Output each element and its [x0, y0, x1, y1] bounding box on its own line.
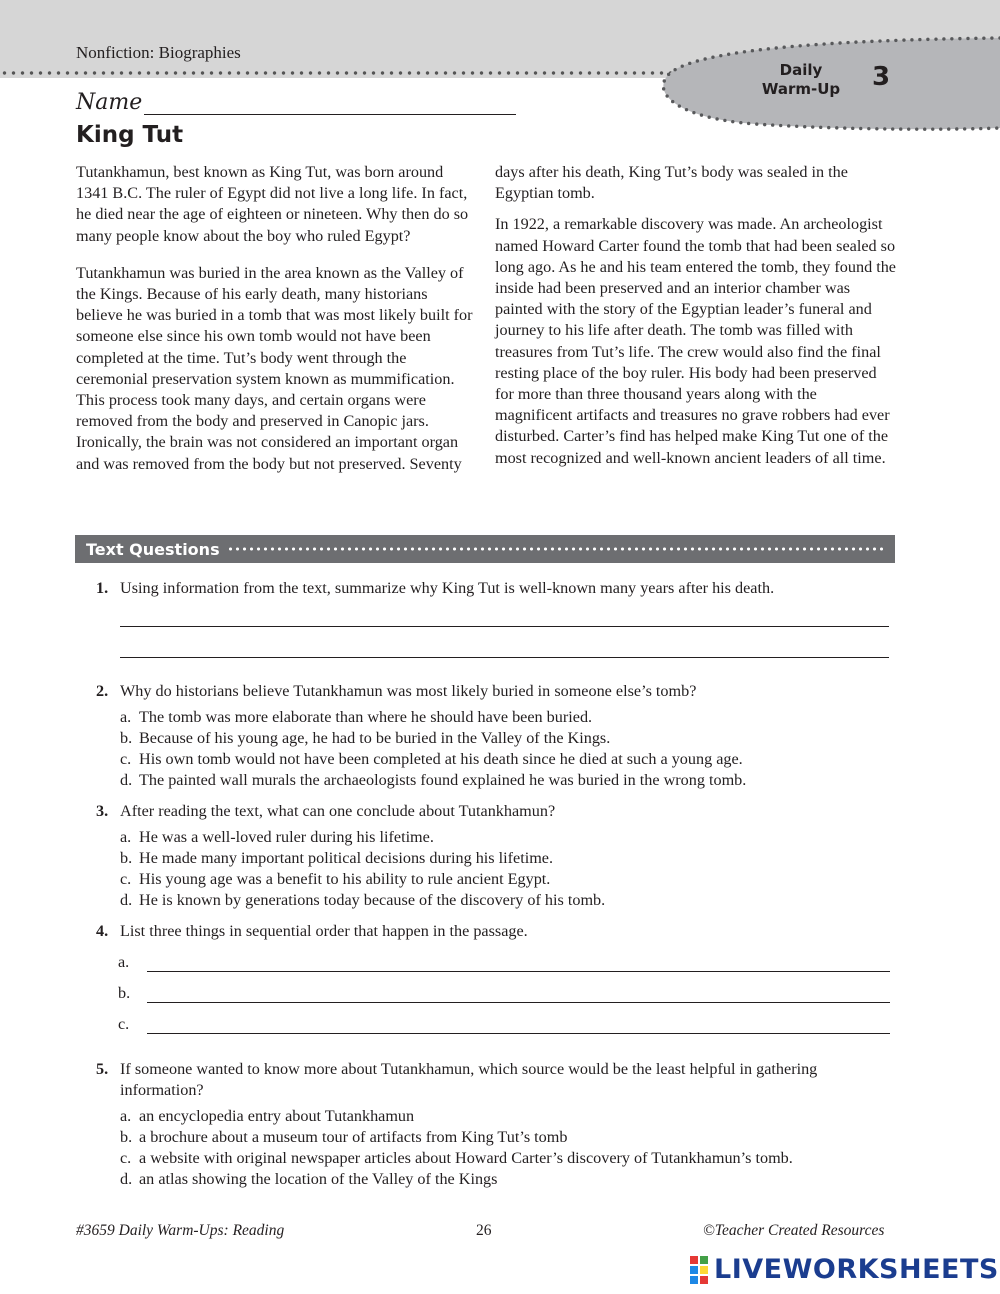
logo-block [700, 1276, 708, 1284]
question-1 [96, 578, 896, 599]
answer-option-d[interactable]: d. He is known by generations today because of the discovery of his tomb. [120, 891, 606, 909]
sequence-answer-line[interactable] [147, 1015, 890, 1034]
name-label: Name [76, 90, 143, 115]
logo-block [700, 1256, 708, 1264]
sequence-letter: a. [118, 953, 130, 971]
answer-options [120, 827, 896, 911]
question-number: 3. [96, 802, 109, 820]
answer-option-d[interactable]: d. The painted wall murals the archaeologists found explained he was buried in the wrong tomb. [120, 771, 747, 789]
liveworksheets-logo [690, 1254, 999, 1285]
question-text: If someone wanted to know more about Tutankhamun, which source would be the least helpful in gathering information? [120, 1060, 818, 1099]
sequence-blank-c [118, 1015, 890, 1034]
logo-block [690, 1256, 698, 1264]
logo-block [690, 1266, 698, 1274]
question-number: 1. [96, 579, 109, 597]
passage-paragraph: days after his death, King Tut’s body was sealed in the Egyptian tomb. [495, 163, 848, 203]
footer-book-id: #3659 Daily Warm-Ups: Reading [76, 1222, 285, 1239]
question-text: List three things in sequential order that happen in the passage. [120, 922, 528, 940]
logo-block [700, 1266, 708, 1274]
answer-option-a[interactable]: a. He was a well-loved ruler during his lifetime. [120, 828, 434, 846]
sequence-answer-line[interactable] [147, 984, 890, 1003]
question-number: 4. [96, 922, 109, 940]
question-3 [96, 801, 896, 911]
question-2 [96, 681, 896, 791]
question-4 [96, 921, 896, 942]
answer-option-d[interactable]: d. an atlas showing the location of the Valley of the Kings [120, 1170, 498, 1188]
sequence-blank-a [118, 953, 890, 972]
answer-options [120, 1106, 896, 1190]
logo-block [690, 1276, 698, 1284]
passage-right-column [495, 162, 897, 469]
answer-line-q1-2[interactable] [120, 657, 889, 658]
question-5 [96, 1059, 896, 1190]
page-title: King Tut [76, 122, 184, 148]
badge-line-daily: Daily [779, 61, 823, 79]
passage-paragraph: Tutankhamun was buried in the area known as the Valley of the Kings. Because of his early death, many historians believe he was buried in a tomb that was most likely built for someone else since his own tomb would not have been completed at the time. Tut’s body went through the ceremonial preservation system known as mummification. This process took many days, and certain organs were removed from the body and preserved in Canopic jars. Ironically, the brain was not considered an important organ and was removed from the body but not preserved. Seventy [76, 263, 473, 473]
footer-page-number: 26 [476, 1222, 492, 1239]
text-questions-bar [75, 535, 895, 563]
passage-paragraph: In 1922, a remarkable discovery was made. An archeologist named Howard Carter found the tomb that had been sealed so long ago. As he and his team entered the tomb, they found the inside had been preserved and an interior chamber was painted with the story of the Egyptian leader’s funeral and journey to his life after death. The tomb was filled with treasures from Tut’s life. The crew would also find the final resting place of the boy ruler. His body had been preserved for more than three thousand years along with the magnificent artifacts and treasures no grave robbers had ever disturbed. Carter’s find has helped make King Tut one of the most recognized and well-known ancient leaders of all time. [495, 215, 896, 467]
section-dotted-rule [227, 546, 887, 552]
question-number: 2. [96, 682, 109, 700]
warmup-number: 3 [872, 62, 891, 92]
badge-line-warmup: Warm-Up [761, 80, 841, 98]
answer-option-a[interactable]: a. The tomb was more elaborate than where he should have been buried. [120, 708, 593, 726]
warmup-badge-label [750, 61, 852, 99]
header-dotted-rule [0, 70, 680, 76]
logo-wordmark: LIVEWORKSHEETS [714, 1254, 999, 1285]
passage-left-column [76, 162, 478, 475]
section-title: Text Questions [86, 539, 220, 559]
footer-publisher: ©Teacher Created Resources [703, 1222, 885, 1239]
answer-option-b[interactable]: b. a brochure about a museum tour of artifacts from King Tut’s tomb [120, 1128, 568, 1146]
question-text: Why do historians believe Tutankhamun was most likely buried in someone else’s tomb? [120, 682, 697, 700]
question-text: After reading the text, what can one conclude about Tutankhamun? [120, 802, 556, 820]
name-row [76, 90, 516, 115]
logo-blocks-icon [690, 1256, 708, 1284]
answer-option-c[interactable]: c. His young age was a benefit to his ability to rule ancient Egypt. [120, 870, 551, 888]
name-field[interactable] [144, 92, 516, 115]
answer-option-a[interactable]: a. an encyclopedia entry about Tutankhamun [120, 1107, 415, 1125]
answer-option-b[interactable]: b. He made many important political decisions during his lifetime. [120, 849, 554, 867]
series-label: Nonfiction: Biographies [76, 43, 241, 62]
answer-option-c[interactable]: c. a website with original newspaper articles about Howard Carter’s discovery of Tutankhamun’s tomb. [120, 1149, 793, 1167]
question-text: Using information from the text, summarize why King Tut is well-known many years after his death. [120, 579, 775, 597]
sequence-letter: c. [118, 1015, 130, 1033]
sequence-blank-b [118, 984, 890, 1003]
answer-option-b[interactable]: b. Because of his young age, he had to be buried in the Valley of the Kings. [120, 729, 611, 747]
answer-option-c[interactable]: c. His own tomb would not have been completed at his death since he died at such a young age. [120, 750, 743, 768]
answer-line-q1-1[interactable] [120, 626, 889, 627]
answer-options [120, 707, 896, 791]
passage-paragraph: Tutankhamun, best known as King Tut, was born around 1341 B.C. The ruler of Egypt did not live a long life. In fact, he died near the age of eighteen or nineteen. Why then do so many people know about the boy who ruled Egypt? [76, 163, 469, 245]
question-number: 5. [96, 1060, 109, 1078]
sequence-letter: b. [118, 984, 131, 1002]
sequence-answer-line[interactable] [147, 953, 890, 972]
